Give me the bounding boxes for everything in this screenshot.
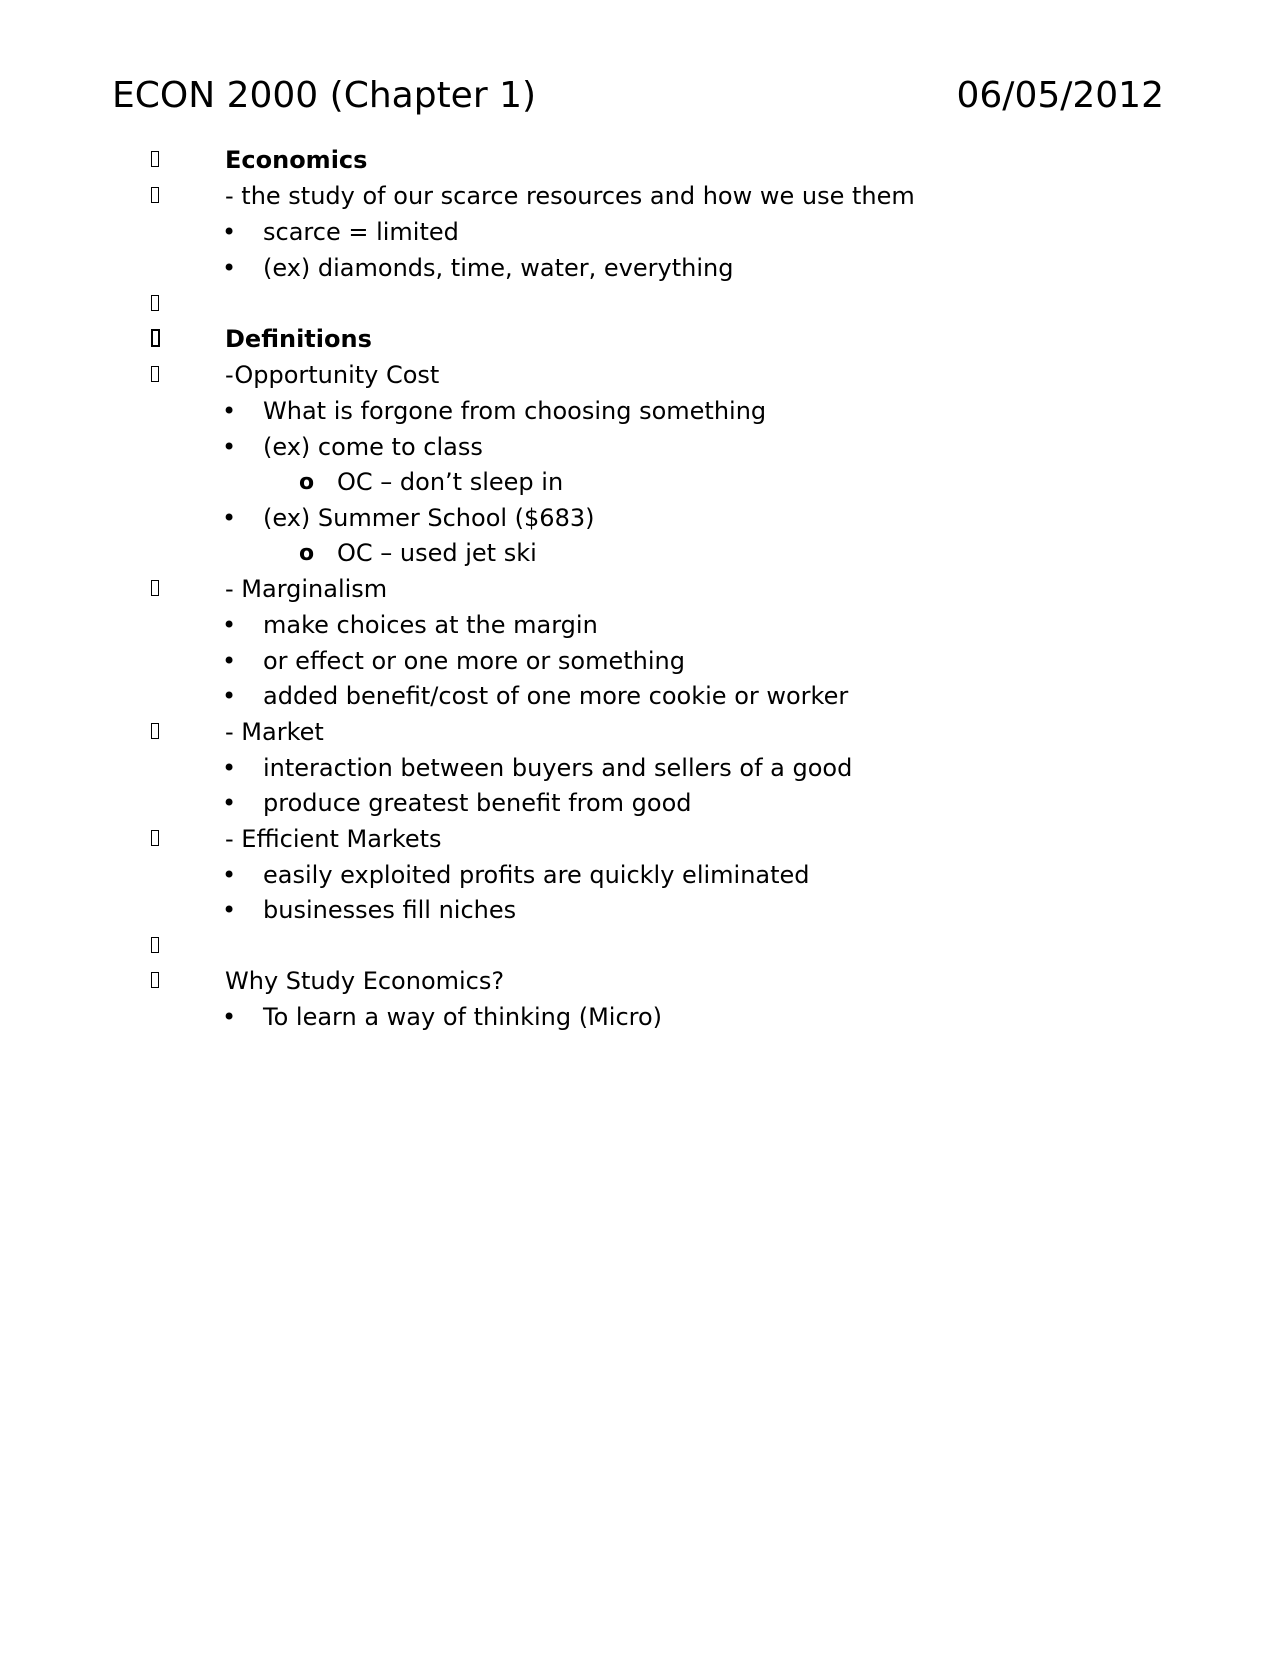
- sub-bullet-text: OC – used jet ski: [337, 539, 537, 567]
- bullet-item: [0, 643, 1280, 680]
- bullet-text: or effect or one more or something: [263, 647, 685, 675]
- outline-item: [0, 357, 1280, 394]
- bullet-icon: •: [222, 647, 237, 675]
- section-heading: Definitions: [225, 325, 372, 353]
- outline-item: [0, 821, 1280, 858]
- missing-glyph-icon: [148, 714, 162, 751]
- bullet-icon: •: [222, 682, 237, 710]
- outline-item: [0, 963, 1280, 1000]
- bullet-text: What is forgone from choosing something: [263, 397, 767, 425]
- outline-item: [0, 571, 1280, 608]
- bullet-text: (ex) come to class: [263, 433, 483, 461]
- bullet-icon: •: [222, 896, 237, 924]
- missing-glyph-icon: [148, 142, 162, 179]
- sub-bullet-icon: o: [299, 470, 315, 495]
- bullet-text: produce greatest benefit from good: [263, 789, 692, 817]
- outline-item: [0, 714, 1280, 751]
- bullet-icon: •: [222, 789, 237, 817]
- sub-bullet-text: OC – don’t sleep in: [337, 468, 564, 496]
- missing-glyph-icon: [148, 928, 162, 965]
- document-header: [112, 72, 1164, 120]
- bullet-text: interaction between buyers and sellers of a good: [263, 754, 853, 782]
- missing-glyph-icon: [148, 963, 162, 1000]
- bullet-item: [0, 429, 1280, 466]
- bullet-icon: •: [222, 754, 237, 782]
- bullet-icon: •: [222, 254, 237, 282]
- missing-glyph-icon: [148, 821, 162, 858]
- bullet-text: added benefit/cost of one more cookie or worker: [263, 682, 849, 710]
- bullet-item: [0, 750, 1280, 787]
- missing-glyph-icon: [148, 178, 162, 215]
- bullet-item: [0, 250, 1280, 287]
- bullet-text: easily exploited profits are quickly eliminated: [263, 861, 810, 889]
- sub-bullet-item: [0, 464, 1280, 501]
- bullet-text: make choices at the margin: [263, 611, 598, 639]
- bullet-icon: •: [222, 397, 237, 425]
- outline-item-empty: [0, 286, 1280, 323]
- missing-glyph-icon: [148, 357, 162, 394]
- term-text: - Marginalism: [225, 575, 388, 603]
- term-text: - Market: [225, 718, 324, 746]
- missing-glyph-icon: [148, 286, 162, 323]
- bullet-item: [0, 857, 1280, 894]
- outline-item: [0, 178, 1280, 215]
- document-date: 06/05/2012: [956, 75, 1164, 116]
- bullet-item: [0, 892, 1280, 929]
- bullet-item: [0, 214, 1280, 251]
- section-heading: Economics: [225, 146, 368, 174]
- bullet-text: (ex) diamonds, time, water, everything: [263, 254, 734, 282]
- bullet-item: [0, 678, 1280, 715]
- missing-glyph-icon: [148, 321, 162, 358]
- bullet-text: scarce = limited: [263, 218, 459, 246]
- bullet-icon: •: [222, 218, 237, 246]
- bullet-item: [0, 393, 1280, 430]
- term-text: -Opportunity Cost: [225, 361, 440, 389]
- bullet-item: [0, 785, 1280, 822]
- bullet-icon: •: [222, 611, 237, 639]
- outline-item-empty: [0, 928, 1280, 965]
- bullet-text: To learn a way of thinking (Micro): [263, 1003, 663, 1031]
- bullet-item: [0, 607, 1280, 644]
- bullet-text: (ex) Summer School ($683): [263, 504, 595, 532]
- bullet-item: [0, 500, 1280, 537]
- term-text: - Efficient Markets: [225, 825, 442, 853]
- bullet-icon: •: [222, 433, 237, 461]
- outline-item: [0, 321, 1280, 358]
- bullet-icon: •: [222, 1003, 237, 1031]
- missing-glyph-icon: [148, 571, 162, 608]
- sub-bullet-item: [0, 535, 1280, 572]
- sub-bullet-icon: o: [299, 541, 315, 566]
- document-title: ECON 2000 (Chapter 1): [112, 75, 537, 116]
- bullet-icon: •: [222, 861, 237, 889]
- outline-item: [0, 142, 1280, 179]
- definition-text: - the study of our scarce resources and how we use them: [225, 182, 915, 210]
- term-text: Why Study Economics?: [225, 967, 505, 995]
- bullet-text: businesses fill niches: [263, 896, 517, 924]
- bullet-item: [0, 999, 1280, 1036]
- bullet-icon: •: [222, 504, 237, 532]
